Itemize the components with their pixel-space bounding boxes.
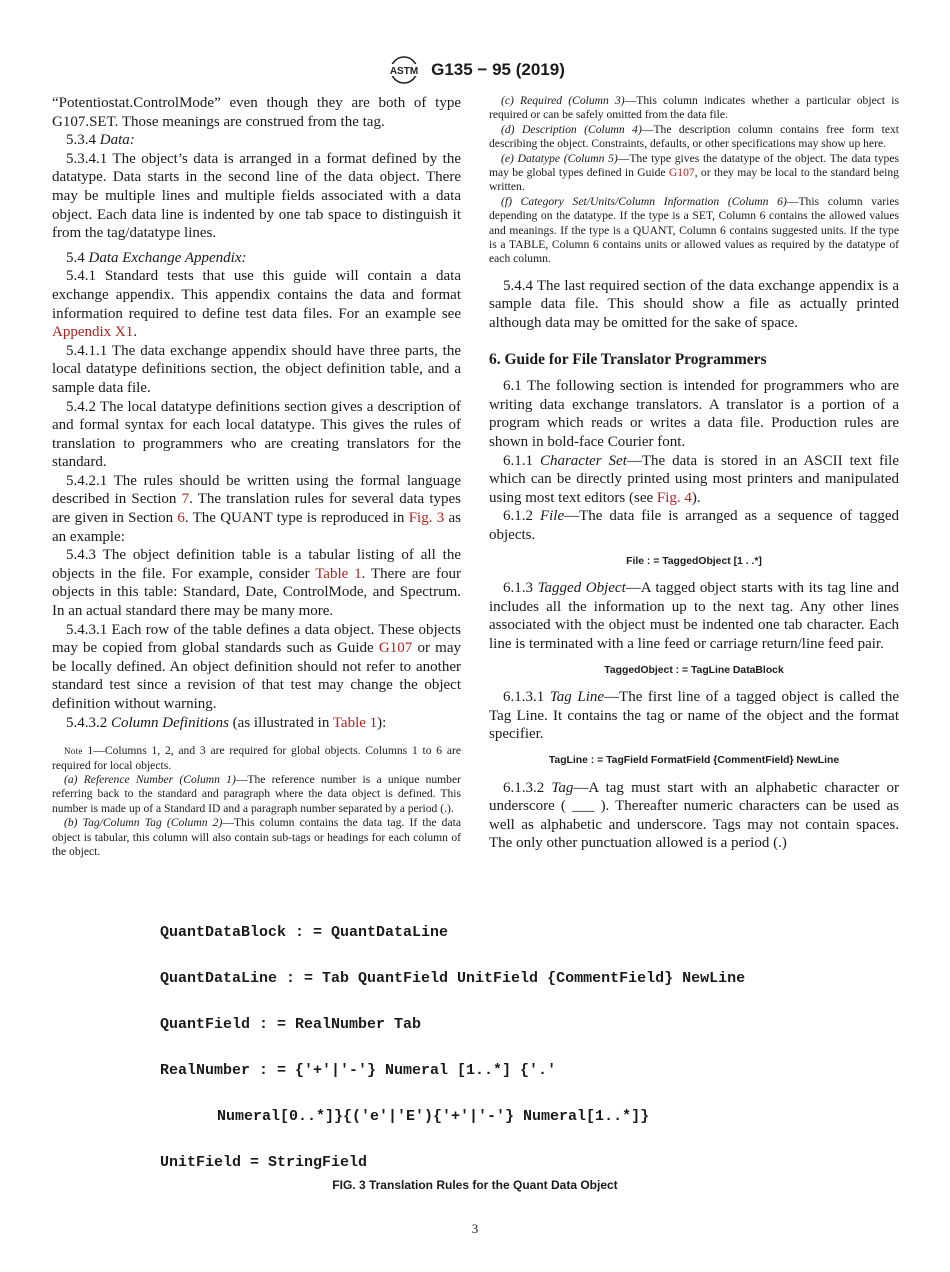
paragraph-5-4-3: 5.4.3 The object definition table is a tabular listing of all the objects in the file. For example, consider Table 1. There are four objects in this table: Standard, Date, ControlMode, and Spectrum. In an actual standard there may be many more. — [52, 547, 461, 620]
rule-line: QuantDataLine : = Tab QuantField UnitField {CommentField} NewLine — [160, 970, 746, 987]
paragraph-5-4-4: 5.4.4 The last required section of the data exchange appendix is a sample data file. This should show a file as actually printed although data may be omitted for the sake of space. — [489, 277, 899, 332]
appendix-x1-link[interactable]: Appendix X1 — [52, 324, 134, 341]
paragraph-5-4-1: 5.4.1 Standard tests that use this guide will contain a data exchange appendix. This appendix contains the data and format information required to define test data files. For an example see Appendix X1. — [52, 268, 461, 341]
note-d: (d) Description (Column 4)—The description column contains free form text describing the object. Constraints, defaults, or other specifications may show up here. — [489, 122, 899, 151]
rule-line: QuantDataBlock : = QuantDataLine — [160, 924, 449, 941]
paragraph-5-4-3-1: 5.4.3.1 Each row of the table defines a data object. These objects may be copied from global standards such as Guide G107 or may be locally defined. An object definition should not refer to another standard test since a revision of that test may change the object definition without warning. — [52, 621, 461, 712]
paragraph-6-1: 6.1 The following section is intended for programmers who are writing data exchange translators. A translator is a portion of a program which reads or writes a data file. Production rules are shown in bold-face Courier font. — [489, 378, 899, 451]
paragraph-6-1-3-1: 6.1.3.1 Tag Line—The first line of a tagged object is called the Tag Line. It contains the tag or name of the object and the format specifier. — [489, 689, 900, 743]
note-f: (f) Category Set/Units/Column Information (Column 6)—This column varies depending on the datatype. If the type is a SET, Column 6 contains the allowed values and meanings. If the type is a QUANT, Column 6 contains suggested units. If the type is a TABLE, Column 6 contains units or allowed values as required by the datatype of each column. — [489, 194, 899, 266]
paragraph-6-1-3: 6.1.3 Tagged Object—A tagged object starts with its tag line and includes all the information up to the next tag. Any other lines associated with the object must be indented one tab character. Each line is terminated with a line feed or carriage return/line feed pair. — [489, 580, 899, 652]
note-b: (b) Tag/Column Tag (Column 2)—This column contains the data tag. If the data object is tabular, this column will also contain sub-tags or headings for each column of the object. — [52, 816, 461, 859]
astm-logo — [385, 55, 423, 85]
paragraph-5-4-3-2: 5.4.3.2 Column Definitions (as illustrated in Table 1): — [66, 714, 387, 731]
g107-link[interactable]: G107 — [668, 166, 695, 180]
paragraph-5-4-2: 5.4.2 The local datatype definitions section gives a description of and formal syntax for each local datatype. This gives the rules of translation to programmers who are creating translators for the standard. — [52, 398, 461, 471]
section-7-link[interactable]: 7 — [181, 491, 190, 508]
section-6-heading: 6. Guide for File Translator Programmers — [489, 350, 767, 368]
page-header — [0, 55, 950, 85]
table-1-link[interactable]: Table 1 — [332, 714, 378, 731]
right-column — [489, 94, 899, 853]
logo-text: ASTM — [389, 66, 419, 77]
fig-3-link[interactable]: Fig. 3 — [408, 510, 445, 527]
note-e: (e) Datatype (Column 5)—The type gives the datatype of the object. The data types may be global types defined in Guide G107, or they may be local to the standard being written. — [489, 151, 900, 194]
g107-link[interactable]: G107 — [378, 640, 413, 657]
section-5-4: 5.4 Data Exchange Appendix: — [66, 249, 247, 266]
production-rule-file: File : = TaggedObject [1 . .*] — [626, 555, 762, 567]
paragraph-5-4-2-1: 5.4.2.1 The rules should be written using the formal language described in Section 7. The translation rules for several data types are given in Section 6. The QUANT type is reproduced in Fig. 3 as an example: — [52, 472, 462, 545]
rule-line: RealNumber : = {'+'|'-'} Numeral [1..*] {'.' — [160, 1062, 557, 1079]
rule-line: UnitField = StringField — [160, 1154, 368, 1171]
section-5-3-4: 5.3.4 Data: — [66, 132, 135, 149]
paragraph-5-4-1-1: 5.4.1.1 The data exchange appendix should have three parts, the local datatype definitions section, the object definition table, and a sample data file. — [52, 342, 461, 396]
note-1: Note 1—Columns 1, 2, and 3 are required for global objects. Columns 1 to 6 are required for local objects. — [52, 744, 461, 772]
note-c: (c) Required (Column 3)—This column indicates whether a particular object is required or can be safely omitted from the data file. — [489, 94, 899, 122]
document-designation: G135 − 95 (2019) — [431, 60, 565, 79]
paragraph-5-3-4-1: 5.3.4.1 The object’s data is arranged in a format defined by the datatype. Data starts in the second line of the data object. There may be multiple lines and multiple fields associated with a data object. Each data line is indented by one tab space to distinguish it from the tag/datatype lines. — [52, 150, 461, 242]
note-block-continued — [489, 94, 899, 267]
production-rule-tagline: TagLine : = TagField FormatField {CommentField} NewLine — [548, 754, 840, 766]
paragraph-6-1-1: 6.1.1 Character Set—The data is stored in an ASCII text file which can be directly printed using most printers and manipulated using most text editors (see Fig. 4). — [489, 452, 899, 506]
paragraph: “Potentiostat.ControlMode” even though they are both of type G107.SET. Those meanings are construed from the tag. — [52, 95, 461, 130]
note-block — [52, 744, 461, 859]
figure-caption: FIG. 3 Translation Rules for the Quant Data Object — [332, 1178, 618, 1192]
table-1-link[interactable]: Table 1 — [315, 565, 362, 582]
paragraph-6-1-3-2: 6.1.3.2 Tag—A tag must start with an alphabetic character or underscore ( ___ ). Thereafter numeric characters can be used as well as alphabetic and underscore. Tags may not contain spaces. The only other punctuation allowed is a period (.) — [489, 779, 899, 852]
section-6-link[interactable]: 6 — [177, 510, 185, 527]
left-column — [52, 94, 461, 859]
fig-4-link[interactable]: Fig. 4 — [656, 489, 692, 506]
paragraph-6-1-2: 6.1.2 File—The data file is arranged as a sequence of tagged objects. — [489, 508, 900, 543]
figure-3-rules — [160, 922, 860, 1198]
rule-line: QuantField : = RealNumber Tab — [160, 1016, 422, 1033]
production-rule-tagged-object: TaggedObject : = TagLine DataBlock — [604, 664, 784, 676]
page-number: 3 — [471, 1221, 479, 1236]
rule-line: Numeral[0..*]}{('e'|'E'){'+'|'-'} Numeral[1..*]} — [217, 1108, 650, 1125]
note-a: (a) Reference Number (Column 1)—The reference number is a unique number referring back to the standard and paragraph where the data object is defined. This number is made up of a Standard ID and a paragraph number separated by a period (.). — [52, 773, 461, 815]
